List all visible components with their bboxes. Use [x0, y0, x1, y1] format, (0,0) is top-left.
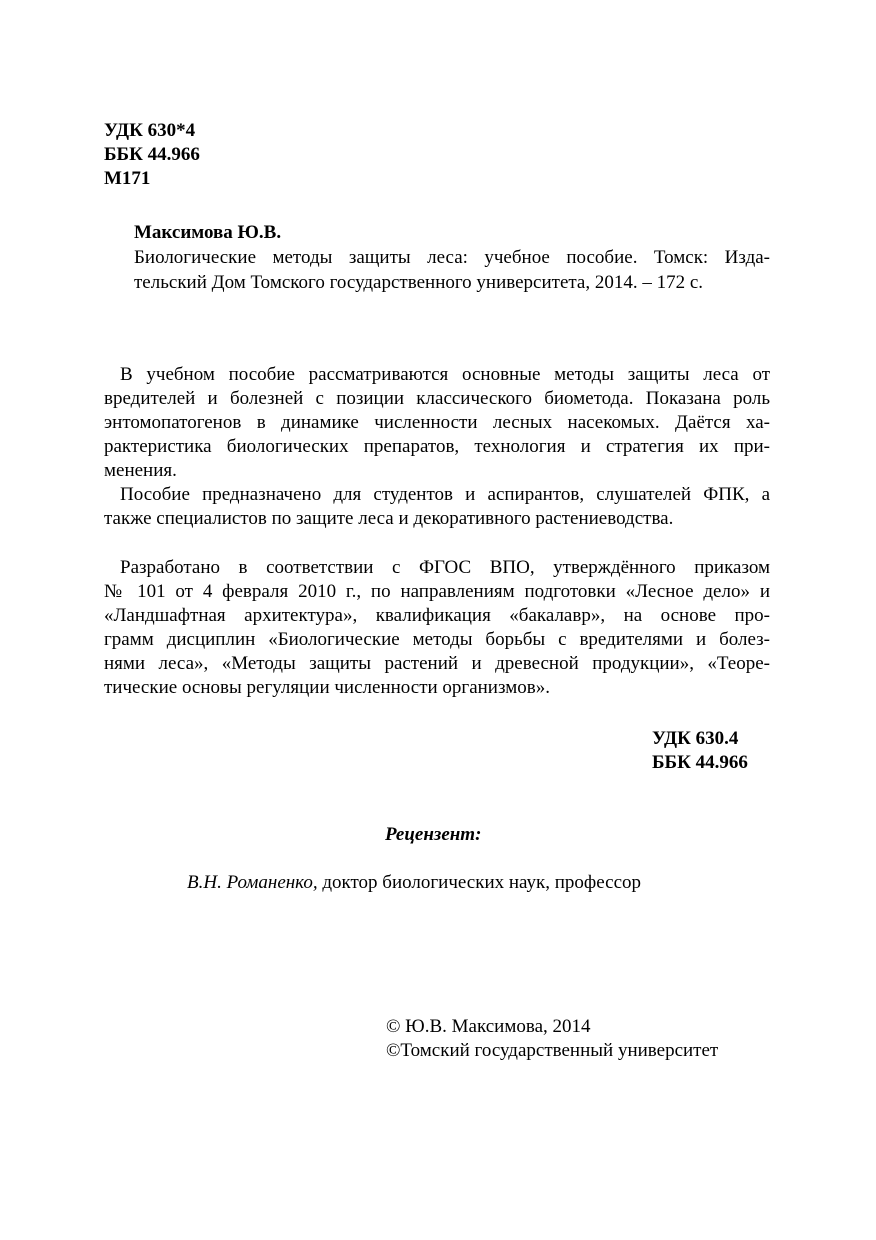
abstract-line: энтомопатогенов в динамике численности лесных насекомых. Даётся ха-: [104, 412, 770, 433]
classification-codes-bottom: [652, 727, 748, 775]
standard-line: тические основы регуляции численности организмов».: [104, 677, 550, 698]
copyright-university: ©Томский государственный университет: [386, 1040, 719, 1061]
standard-line: «Ландшафтная архитектура», квалификация «бакалавр», на основе про-: [104, 605, 770, 626]
reviewer-heading: Рецензент:: [385, 824, 482, 845]
copyright-block: [386, 1015, 718, 1063]
standard-line: нями леса», «Методы защиты растений и древесной продукции», «Теоре-: [104, 653, 770, 674]
reviewer-name: В.Н. Романенко,: [187, 872, 318, 893]
abstract-line: также специалистов по защите леса и декоративного растениеводства.: [104, 508, 674, 529]
udk-code: УДК 630.4: [652, 728, 739, 749]
standard-line: № 101 от 4 февраля 2010 г., по направлениям подготовки «Лесное дело» и: [104, 581, 770, 602]
abstract: [104, 363, 770, 531]
udk-code: УДК 630*4: [104, 120, 196, 141]
bbk-code: ББК 44.966: [104, 144, 200, 165]
copyright-author: © Ю.В. Максимова, 2014: [386, 1016, 591, 1037]
classification-codes-top: [104, 119, 200, 191]
standard-line: грамм дисциплин «Биологические методы борьбы с вредителями и болез-: [104, 629, 770, 650]
reviewer-info: [187, 871, 641, 895]
author-sign-code: М171: [104, 168, 151, 189]
bbk-code: ББК 44.966: [652, 752, 748, 773]
abstract-line: рактеристика биологических препаратов, технология и стратегия их при-: [104, 436, 770, 457]
abstract-line: В учебном пособие рассматриваются основные методы защиты леса от: [120, 364, 770, 385]
bibliographic-description: [134, 220, 770, 295]
bibliography-line: тельский Дом Томского государственного университета, 2014. – 172 с.: [134, 272, 704, 293]
author-name: Максимова Ю.В.: [134, 222, 282, 243]
standard-compliance: [104, 556, 770, 700]
abstract-line: вредителей и болезней с позиции классического биометода. Показана роль: [104, 388, 770, 409]
abstract-line: менения.: [104, 460, 177, 481]
reviewer-credentials: доктор биологических наук, профессор: [317, 872, 641, 893]
abstract-line: Пособие предназначено для студентов и аспирантов, слушателей ФПК, а: [120, 484, 770, 505]
standard-line: Разработано в соответствии с ФГОС ВПО, утверждённого приказом: [120, 557, 770, 578]
bibliography-line: Биологические методы защиты леса: учебное пособие. Томск: Изда-: [134, 247, 770, 268]
